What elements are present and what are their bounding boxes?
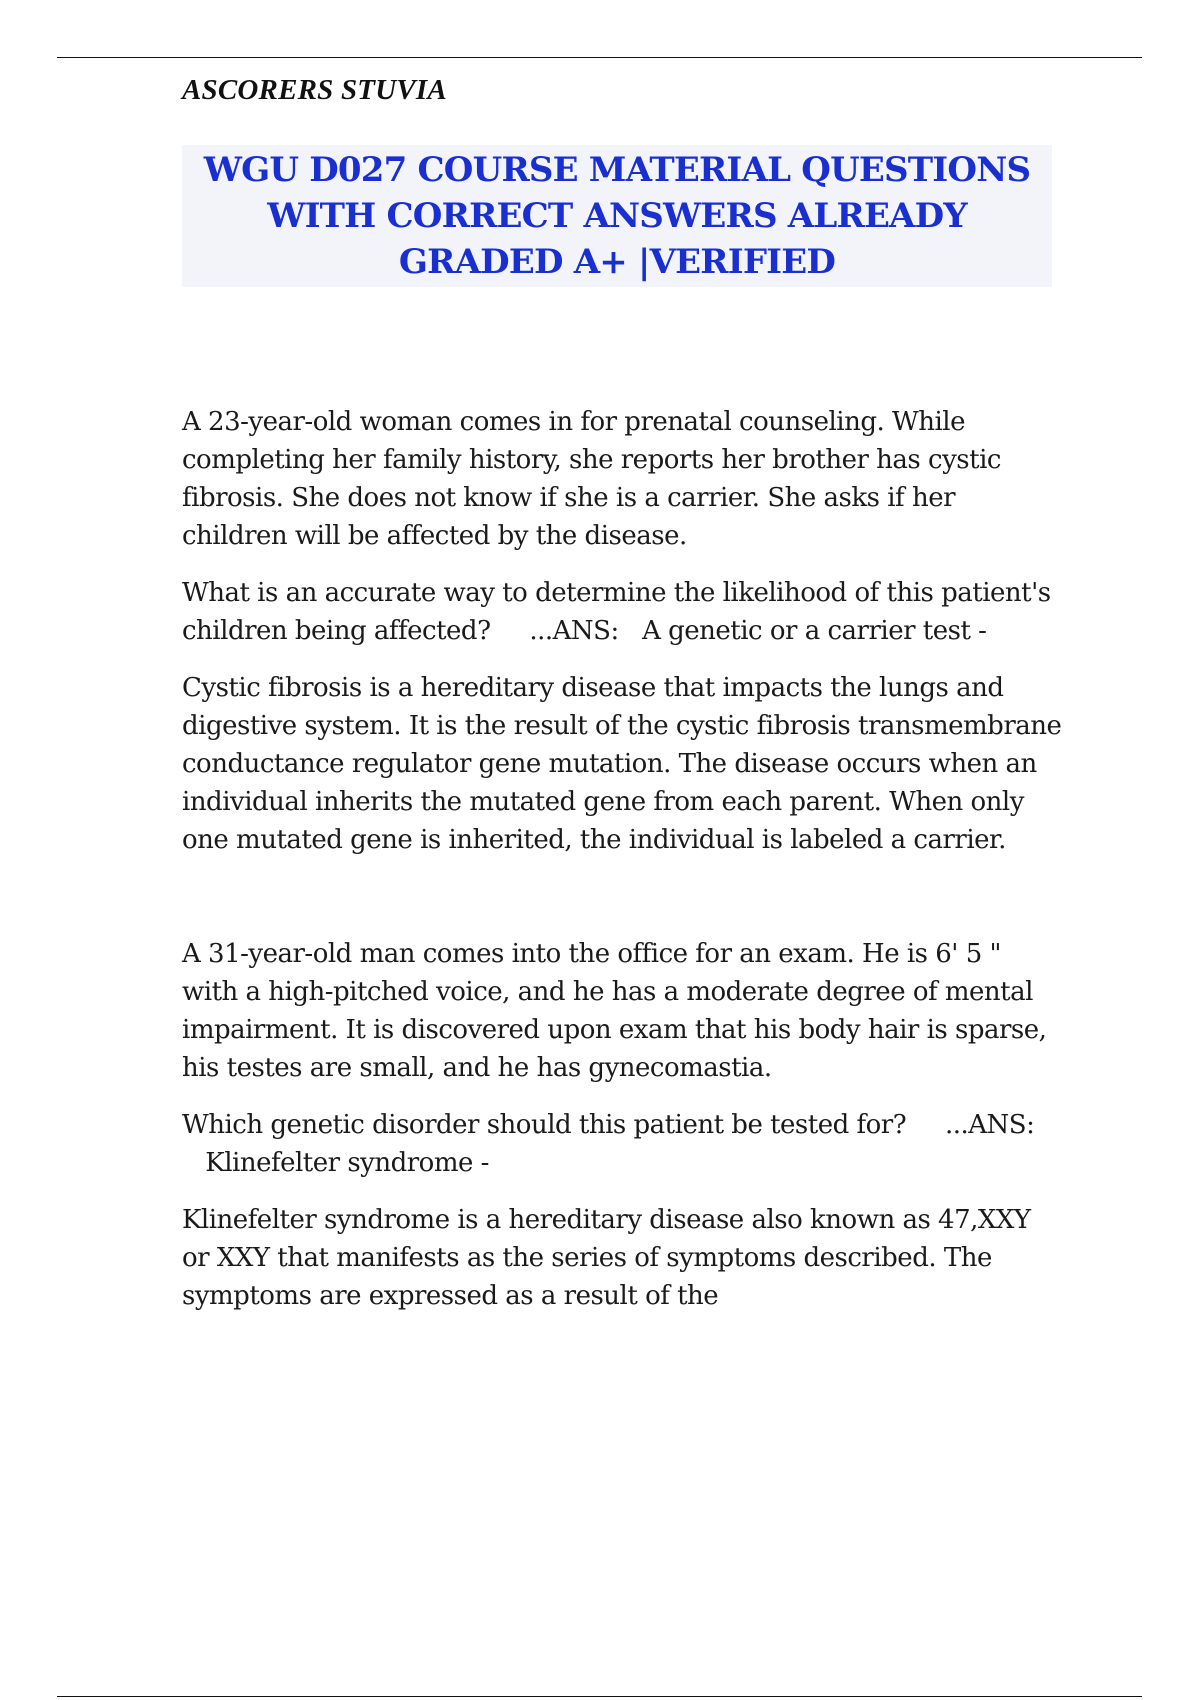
- question-scenario: A 31-year-old man comes into the office for an exam. He is 6' 5 " with a high-pitched voice, and he has a moderate degree of mental impairment. It is discovered upon exam that his body hair is sparse, his testes are small, and he has gynecomastia.: [182, 939, 1047, 1083]
- document-body: [182, 403, 1062, 1334]
- answer-text: A genetic or a carrier test -: [642, 616, 987, 646]
- answer-explanation: Cystic fibrosis is a hereditary disease that impacts the lungs and digestive system. It is the result of the cystic fibrosis transmembrane conductance regulator gene mutation. The disease occurs when an individual inherits the mutated gene from each parent. When only one mutated gene is inherited, the individual is labeled a carrier.: [182, 673, 1062, 855]
- top-rule: [57, 57, 1142, 58]
- bottom-rule: [57, 1696, 1142, 1697]
- question-scenario: A 23-year-old woman comes in for prenatal counseling. While completing her family history, she reports her brother has cystic fibrosis. She does not know if she is a carrier. She asks if her children will be affected by the disease.: [182, 407, 1001, 551]
- question-block: [182, 935, 1062, 1315]
- question-and-answer: [182, 1106, 1062, 1182]
- question-text: What is an accurate way to determine the likelihood of this patient's children being affected?: [182, 578, 1051, 646]
- answer-marker: ...ANS:: [944, 1110, 1035, 1140]
- answer-text: Klinefelter syndrome -: [205, 1148, 489, 1178]
- header-label: ASCORERS STUVIA: [182, 74, 447, 106]
- question-text: Which genetic disorder should this patient be tested for?: [182, 1110, 907, 1140]
- document-title: WGU D027 COURSE MATERIAL QUESTIONS WITH CORRECT ANSWERS ALREADY GRADED A+ |VERIFIED: [203, 150, 1031, 282]
- answer-explanation: Klinefelter syndrome is a hereditary disease also known as 47,XXY or XXY that manifests as the series of symptoms described. The symptoms are expressed as a result of the: [182, 1205, 1031, 1311]
- block-spacer: [182, 878, 1062, 935]
- question-block: [182, 403, 1062, 859]
- answer-marker: ...ANS:: [529, 616, 619, 646]
- question-and-answer: [182, 574, 1062, 650]
- title-banner: [182, 145, 1052, 287]
